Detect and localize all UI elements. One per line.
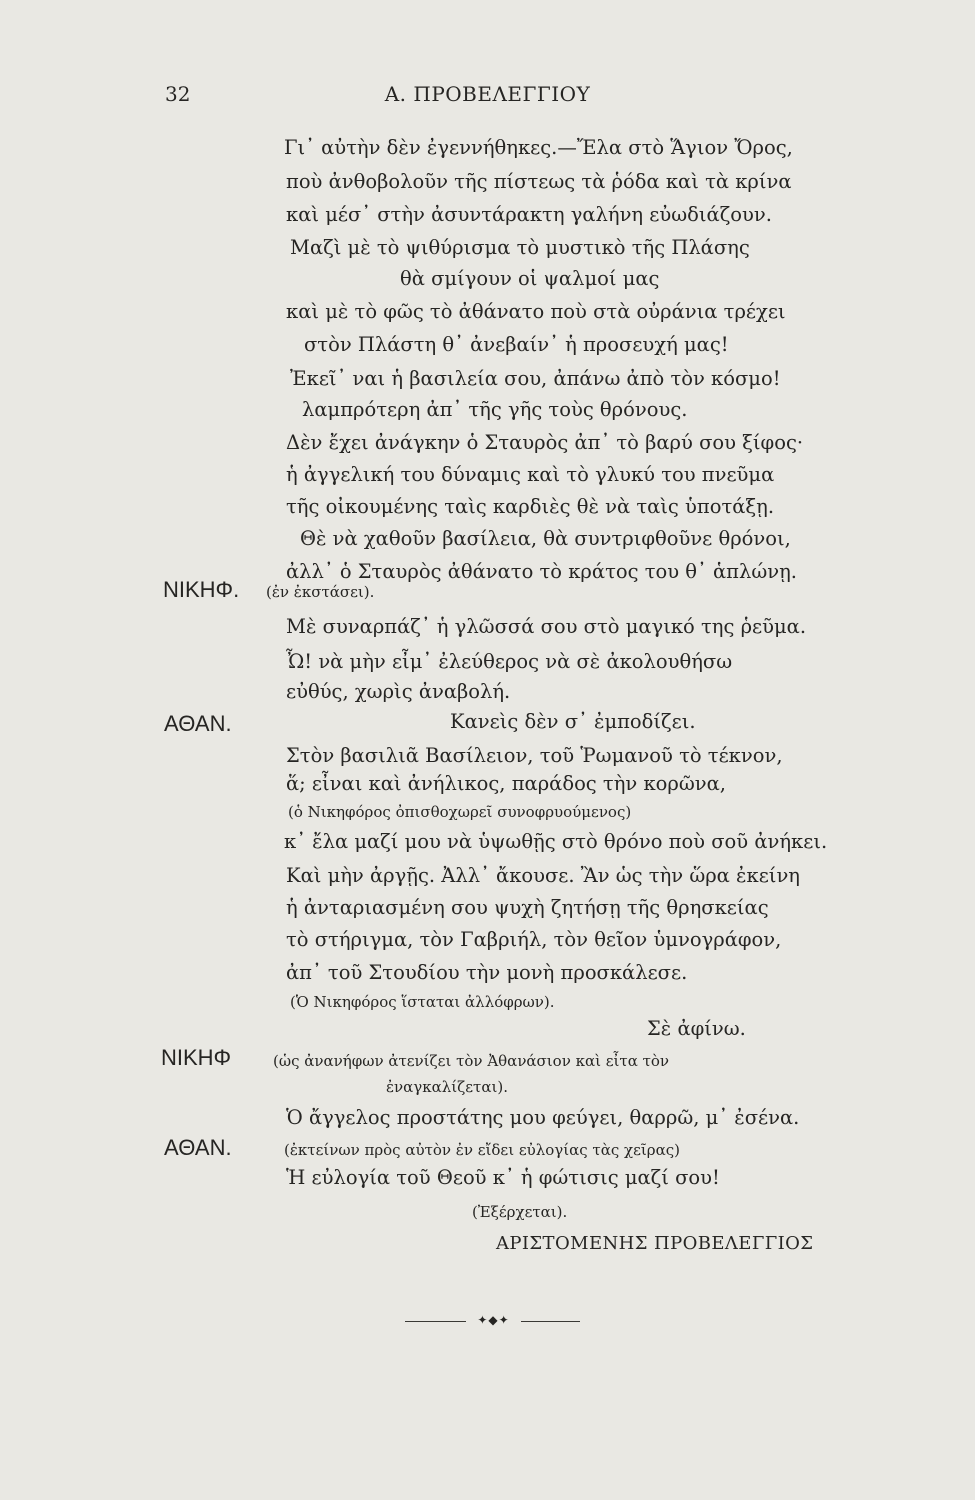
stage-direction: (Ὁ Νικηφόρος ἵσταται ἀλλόφρων). xyxy=(290,993,555,1011)
verse-line: ἡ ἀγγελική του δύναμις καὶ τὸ γλυκύ του πνεῦμα xyxy=(286,463,775,486)
verse-line: κ᾽ ἔλα μαζί μου νὰ ὑψωθῇς στὸ θρόνο ποὺ σοῦ ἀνήκει. xyxy=(284,830,828,853)
stage-direction: ἐναγκαλίζεται). xyxy=(386,1078,508,1096)
running-header: Α. ΠΡΟΒΕΛΕΓΓΙΟΥ xyxy=(384,82,591,106)
verse-line: καὶ μὲ τὸ φῶς τὸ ἀθάνατο ποὺ στὰ οὐράνια τρέχει xyxy=(286,300,786,323)
page-number: 32 xyxy=(165,82,191,106)
verse-line: Ὦ! νὰ μὴν εἶμ᾽ ἐλεύθερος νὰ σὲ ἀκολουθήσω xyxy=(286,650,733,673)
stage-direction: (ὡς ἀνανήφων ἀτενίζει τὸν Ἀθανάσιον καὶ εἶτα τὸν xyxy=(273,1052,670,1070)
verse-line: ποὺ ἀνθοβολοῦν τῆς πίστεως τὰ ῥόδα καὶ τὰ κρίνα xyxy=(286,170,792,193)
verse-line: εὐθύς, χωρὶς ἀναβολή. xyxy=(286,680,511,703)
verse-line: Μαζὶ μὲ τὸ ψιθύρισμα τὸ μυστικὸ τῆς Πλάσης xyxy=(290,236,750,259)
verse-line: Στὸν βασιλιᾶ Βασίλειον, τοῦ Ῥωμανοῦ τὸ τέκνον, xyxy=(286,744,783,767)
verse-line: Θὲ νὰ χαθοῦν βασίλεια, θὰ συντριφθοῦνε θρόνοι, xyxy=(300,527,791,550)
verse-line: ἅ; εἶναι καὶ ἀνήλικος, παράδος τὴν κορῶνα, xyxy=(286,772,726,795)
verse-line: τὸ στήριγμα, τὸν Γαβριήλ, τὸν θεῖον ὑμνογράφον, xyxy=(286,928,782,951)
verse-line: Κανεὶς δὲν σ᾽ ἐμποδίζει. xyxy=(450,710,696,733)
verse-line: Γι᾽ αὐτὴν δὲν ἐγεννήθηκες.—Ἔλα στὸ Ἅγιον Ὄρος, xyxy=(284,136,793,159)
verse-line: τῆς οἰκουμένης ταὶς καρδιὲς θὲ νὰ ταὶς ὑποτάξῃ. xyxy=(286,495,775,518)
speaker-label: ΑΘΑΝ. xyxy=(164,711,232,736)
verse-line: Ἐκεῖ᾽ ναι ἡ βασιλεία σου, ἀπάνω ἀπὸ τὸν κόσμο! xyxy=(290,367,781,390)
verse-line: Σὲ ἀφίνω. xyxy=(647,1017,746,1040)
speaker-label: ΝΙΚΗΦ. xyxy=(163,577,240,602)
verse-line: θὰ σμίγουν οἱ ψαλμοί μας xyxy=(400,267,660,290)
author-signature: ΑΡΙΣΤΟΜΕΝΗΣ ΠΡΟΒΕΛΕΓΓΙΟΣ xyxy=(496,1233,814,1254)
verse-line: ἀπ᾽ τοῦ Στουδίου τὴν μονὴ προσκάλεσε. xyxy=(286,961,688,984)
stage-direction: (Ἐξέρχεται). xyxy=(472,1203,568,1221)
verse-line: Δὲν ἔχει ἀνάγκην ὁ Σταυρὸς ἀπ᾽ τὸ βαρύ σου ξίφος· xyxy=(286,431,804,454)
verse-line: ἡ ἀνταριασμένη σου ψυχὴ ζητήσῃ τῆς θρησκείας xyxy=(286,896,769,919)
verse-line: Ὁ ἄγγελος προστάτης μου φεύγει, θαρρῶ, μ᾽ ἐσένα. xyxy=(286,1106,800,1129)
stage-direction: (ὁ Νικηφόρος ὀπισθοχωρεῖ συνοφρυούμενος) xyxy=(288,803,632,821)
ornament-icon: ✦◆✦ xyxy=(466,1313,521,1327)
verse-line: λαμπρότερη ἀπ᾽ τῆς γῆς τοὺς θρόνους. xyxy=(302,398,688,421)
verse-line: Ἡ εὐλογία τοῦ Θεοῦ κ᾽ ἡ φώτισις μαζί σου! xyxy=(286,1166,720,1189)
verse-line: στὸν Πλάστη θ᾽ ἀνεβαίν᾽ ἡ προσευχή μας! xyxy=(304,333,729,356)
verse-line: καὶ μέσ᾽ στὴν ἀσυντάρακτη γαλήνη εὐωδιάζουν. xyxy=(286,203,772,226)
verse-line: Καὶ μὴν ἀργῇς. Ἀλλ᾽ ἄκουσε. Ἂν ὡς τὴν ὥρα ἐκείνη xyxy=(286,864,800,887)
speaker-label: ΑΘΑΝ. xyxy=(164,1135,232,1160)
verse-line: Μὲ συναρπάζ᾽ ἡ γλῶσσά σου στὸ μαγικό της ῥεῦμα. xyxy=(286,615,807,638)
speaker-label: ΝΙΚΗΦ xyxy=(161,1045,232,1070)
stage-direction: (ἐκτείνων πρὸς αὐτὸν ἐν εἴδει εὐλογίας τὰς χεῖρας) xyxy=(284,1141,680,1159)
stage-direction: (ἐν ἐκστάσει). xyxy=(266,583,375,601)
verse-line: ἀλλ᾽ ὁ Σταυρὸς ἀθάνατο τὸ κράτος του θ᾽ ἁπλώνῃ. xyxy=(286,560,797,583)
